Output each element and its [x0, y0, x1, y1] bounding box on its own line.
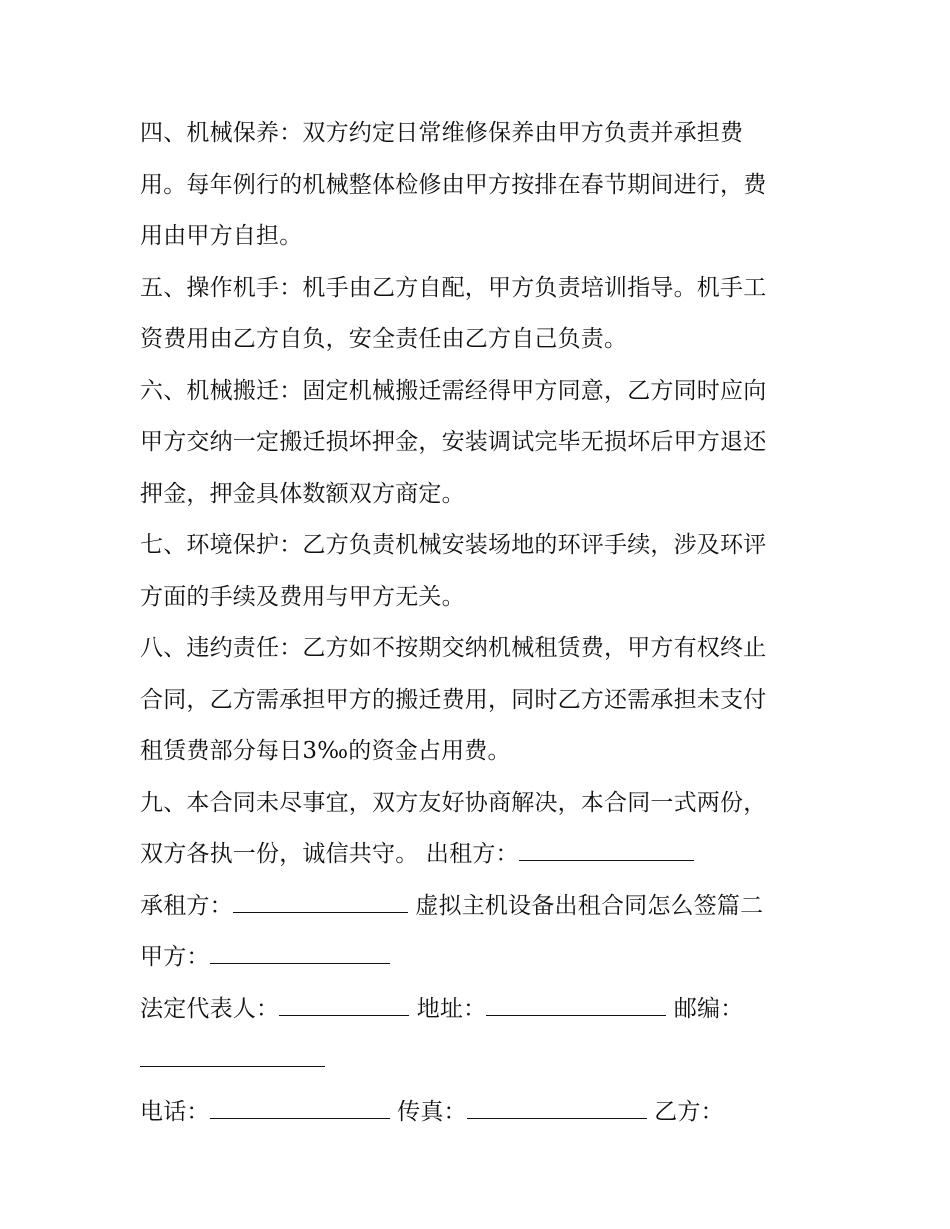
clause-7-line-2: 方面的手续及费用与甲方无关。 — [140, 583, 465, 610]
clause-8-line-1: 八、违约责任：乙方如不按期交纳机械租赁费，甲方有权终止 — [140, 635, 767, 661]
party-a-line — [140, 932, 820, 984]
clause-5-line-1: 五、操作机手：机手由乙方自配，甲方负责培训指导。机手工 — [140, 274, 767, 301]
lessor-label: 出租方： — [425, 841, 519, 867]
party-a-blank[interactable] — [210, 942, 390, 964]
legal-rep-line — [140, 984, 820, 1036]
address-label: 地址： — [416, 995, 487, 1022]
legal-rep-blank[interactable] — [279, 994, 409, 1016]
phone-line — [140, 1087, 820, 1139]
lessee-label: 承租方： — [140, 892, 233, 919]
clause-6-line-1: 六、机械搬迁：固定机械搬迁需经得甲方同意，乙方同时应向 — [140, 377, 767, 404]
phone-blank[interactable] — [210, 1097, 390, 1119]
postcode-line — [140, 1035, 820, 1087]
clause-7-line-1: 七、环境保护：乙方负责机械安装场地的环评手续，涉及环评 — [140, 532, 767, 558]
clause-8-line-2: 合同，乙方需承担甲方的搬迁费用，同时乙方还需承担未支付 — [140, 686, 767, 713]
clause-9-line-1: 九、本合同未尽事宜，双方友好协商解决，本合同一式两份， — [140, 789, 767, 816]
clause-5-line-2: 资费用由乙方自负，安全责任由乙方自己负责。 — [140, 326, 628, 352]
lessor-blank[interactable] — [519, 839, 694, 861]
clause-4-line-1: 四、机械保养：双方约定日常维修保养由甲方负责并承担费 — [140, 120, 744, 146]
clause-9-line-2 — [140, 829, 820, 881]
lessee-blank[interactable] — [233, 891, 408, 913]
legal-rep-label: 法定代表人： — [140, 995, 280, 1022]
clause-6-line-3: 押金，押金具体数额双方商定。 — [140, 480, 465, 507]
contract-page — [140, 108, 820, 1138]
fax-label: 传真： — [397, 1098, 467, 1125]
clause-4-line-2: 用。每年例行的机械整体检修由甲方按排在春节期间进行，费 — [140, 171, 767, 198]
phone-label: 电话： — [140, 1098, 210, 1125]
postcode-blank[interactable] — [140, 1045, 325, 1067]
clause-4-line-3: 用由甲方自担。 — [140, 223, 303, 249]
postcode-label: 邮编： — [673, 995, 744, 1022]
clause-6-line-2: 甲方交纳一定搬迁损坏押金，安装调试完毕无损坏后甲方退还 — [140, 429, 767, 455]
lessee-line — [140, 881, 820, 933]
party-b-label: 乙方： — [654, 1098, 724, 1125]
party-a-label: 甲方： — [140, 944, 210, 970]
address-blank[interactable] — [486, 994, 666, 1016]
section-title: 虚拟主机设备出租合同怎么签篇二 — [415, 892, 764, 919]
fax-blank[interactable] — [467, 1097, 647, 1119]
clause-9-line-2-text: 双方各执一份，诚信共守。 — [140, 841, 419, 867]
clause-8-line-3: 租赁费部分每日3‰的资金占用费。 — [140, 738, 511, 764]
